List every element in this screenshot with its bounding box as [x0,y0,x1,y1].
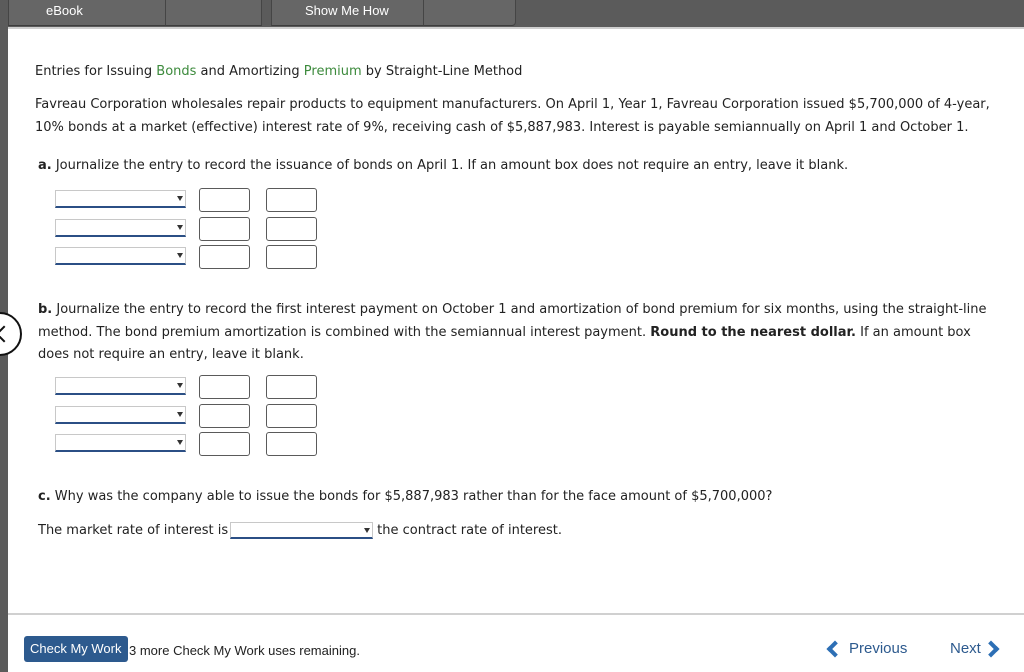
problem-intro: Favreau Corporation wholesales repair products to equipment manufacturers. On April 1, Year 1, Favreau Corporation issued $5,700,000 of 4-year, 10% bonds at a market (effective) interest rate of 9%, receiving cash of $5,887,983. Interest is payable semiannually on April 1 and October 1. [35,97,990,135]
chevron-right-icon [982,641,999,658]
tab-empty [166,0,262,26]
problem-panel [8,27,1024,613]
part-b-text: If an amount box does not require an entry, leave it blank. [38,324,971,362]
credit-input[interactable] [266,245,317,269]
chevron-down-icon [364,528,370,533]
chevron-down-icon [177,440,183,445]
title-text: by Straight-Line Method [361,64,523,79]
bonds-link[interactable]: Bonds [156,64,197,79]
next-button[interactable] [950,639,997,659]
debit-input[interactable] [199,245,250,269]
credit-input[interactable] [266,404,317,428]
tab-ebook[interactable]: eBook [8,0,166,26]
part-c-label: c. [38,489,51,504]
top-tab-bar [0,0,1024,27]
part-c-question [38,486,998,509]
part-b-bold: Round to the nearest dollar. [650,324,856,340]
chevron-left-icon [827,641,844,658]
part-a-label: a. [38,158,52,173]
part-b-label: b. [38,302,53,317]
title-text: and Amortizing [196,64,304,79]
debit-input[interactable] [199,375,250,399]
journal-row-b1 [55,375,325,399]
footer-bar [8,613,1024,672]
part-c-text: Why was the company able to issue the bonds for $5,887,983 rather than for the face amount of $5,700,000? [50,489,773,504]
debit-input[interactable] [199,217,250,241]
chevron-down-icon [177,253,183,258]
debit-input[interactable] [199,432,250,456]
title-text: Entries for Issuing [35,64,157,79]
credit-input[interactable] [266,188,317,212]
account-select[interactable] [55,377,186,395]
journal-row-b3 [55,432,325,456]
chevron-down-icon [177,196,183,201]
market-rate-pre: The market rate of interest is [38,523,229,538]
account-select[interactable] [55,434,186,452]
part-a-question [38,155,998,178]
chevron-down-icon [177,383,183,388]
next-label: Next [950,640,981,657]
credit-input[interactable] [266,217,317,241]
premium-link[interactable]: Premium [303,64,362,79]
chevron-down-icon [177,225,183,230]
part-b-text: Journalize the entry to record the first interest payment on October 1 and amortization of bond premium for six months, using the straight-line method. The bond premium amortization is combined with the semiannual interest payment. [38,302,987,340]
account-select[interactable] [55,247,186,265]
account-select[interactable] [55,219,186,237]
debit-input[interactable] [199,188,250,212]
credit-input[interactable] [266,432,317,456]
market-rate-sentence [38,520,998,543]
chevron-down-icon [177,412,183,417]
debit-input[interactable] [199,404,250,428]
journal-row-a1 [55,188,325,212]
journal-row-a3 [55,245,325,269]
remaining-uses-text: 3 more Check My Work uses remaining. [129,643,360,658]
tab-show-me-how[interactable]: Show Me How [271,0,424,26]
credit-input[interactable] [266,375,317,399]
tab-empty [424,0,516,26]
account-select[interactable] [55,190,186,208]
market-rate-post: the contract rate of interest. [377,523,562,538]
part-b-question [38,299,1003,367]
previous-label: Previous [849,640,908,657]
journal-row-b2 [55,404,325,428]
account-select[interactable] [55,406,186,424]
journal-row-a2 [55,217,325,241]
check-my-work-button[interactable]: Check My Work [24,636,128,662]
rate-comparison-select[interactable] [230,522,373,539]
part-a-text: Journalize the entry to record the issuance of bonds on April 1. If an amount box does not require an entry, leave it blank. [51,158,849,173]
chevron-left-icon [0,326,12,343]
previous-button[interactable] [825,639,907,659]
problem-title [35,64,522,79]
